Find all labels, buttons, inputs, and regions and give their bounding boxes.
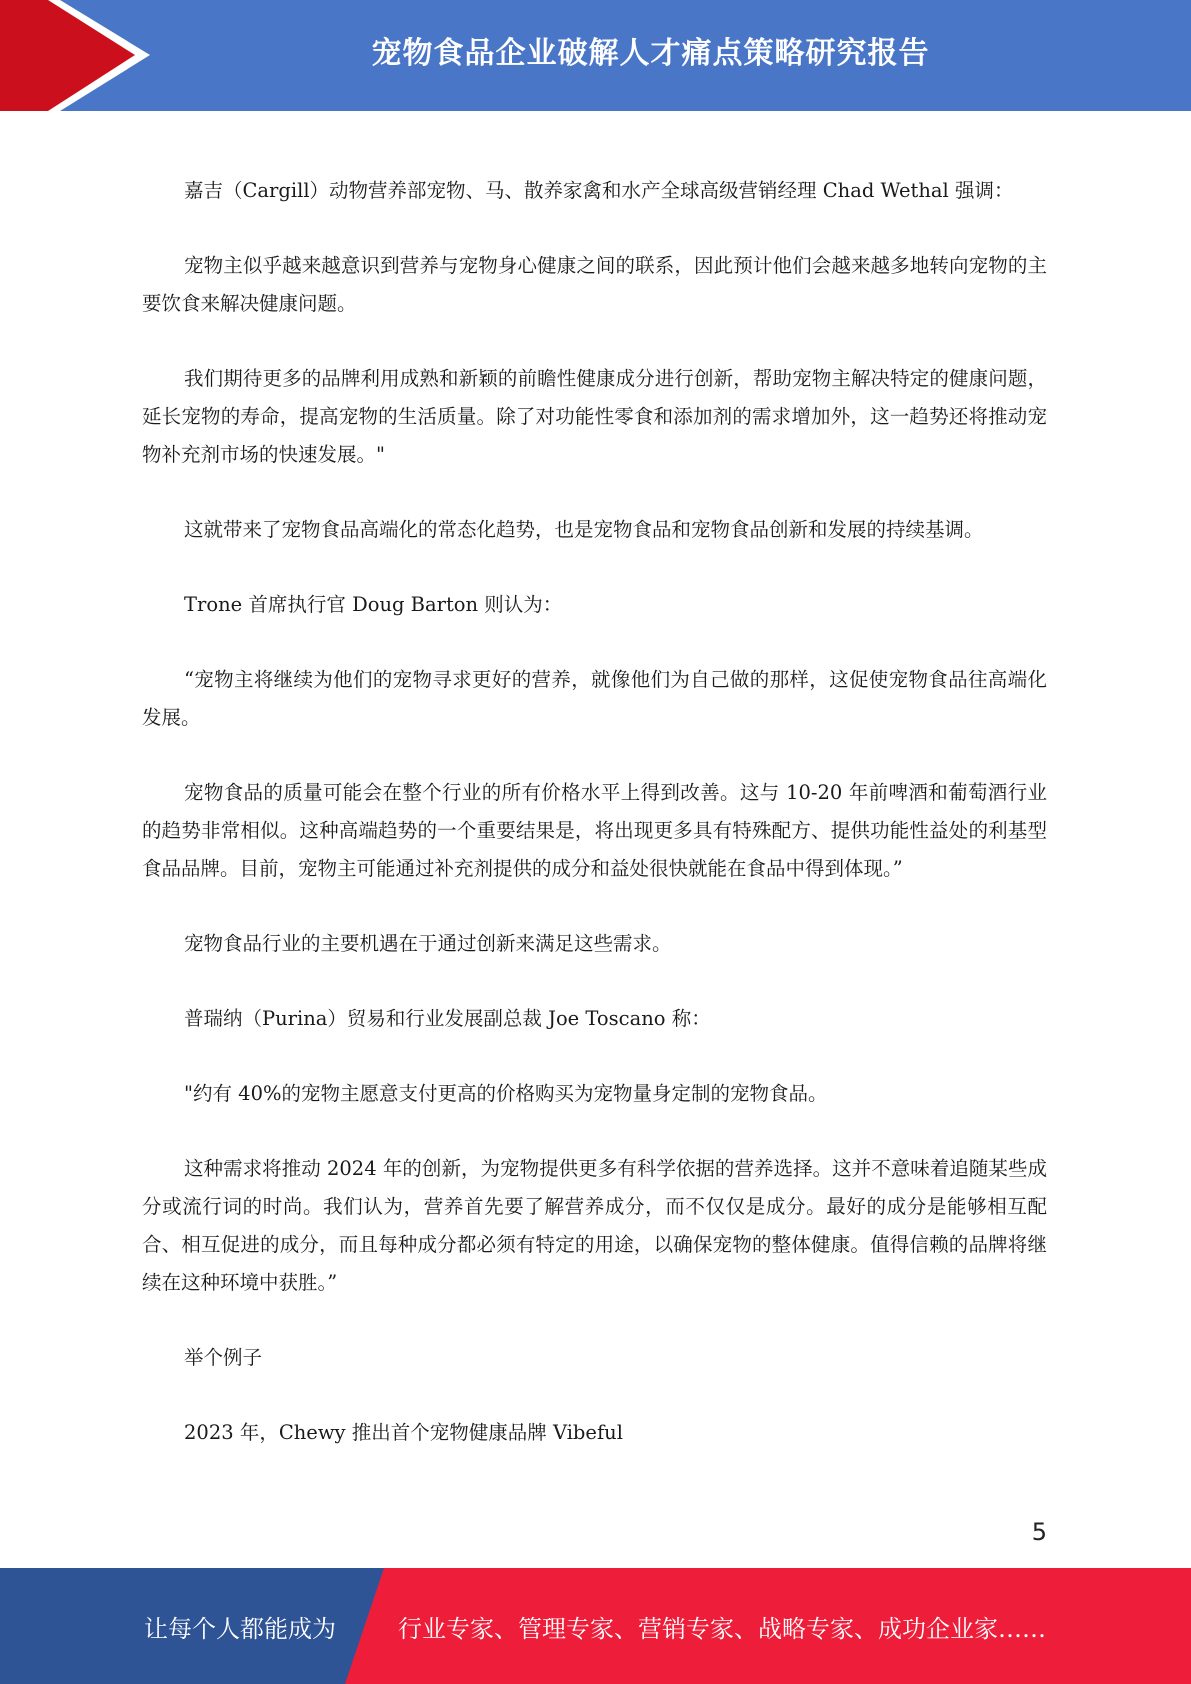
- paragraph: 这就带来了宠物食品高端化的常态化趋势，也是宠物食品和宠物食品创新和发展的持续基调。: [184, 518, 984, 541]
- page-footer: [0, 1568, 1191, 1684]
- paragraph: 我们期待更多的品牌利用成熟和新颖的前瞻性健康成分进行创新，帮助宠物主解决特定的健康问题，延长宠物的寿命，提高宠物的生活质量。除了对功能性零食和添加剂的需求增加外，这一趋势还将推动宠物补充剂市场的快速发展。": [142, 367, 1047, 466]
- paragraph: 宠物主似乎越来越意识到营养与宠物身心健康之间的联系，因此预计他们会越来越多地转向宠物的主要饮食来解决健康问题。: [142, 254, 1047, 315]
- paragraph: 2023 年，Chewy 推出首个宠物健康品牌 Vibeful: [184, 1421, 623, 1444]
- paragraph: 宠物食品行业的主要机遇在于通过创新来满足这些需求。: [184, 932, 672, 955]
- paragraph: Trone 首席执行官 Doug Barton 则认为：: [184, 593, 563, 616]
- header-title: 宠物食品企业破解人才痛点策略研究报告: [371, 36, 930, 71]
- footer-slogan-right: 行业专家、管理专家、营销专家、战略专家、成功企业家……: [398, 1614, 1046, 1643]
- document-body: [142, 172, 1047, 1489]
- paragraph: 普瑞纳（Purina）贸易和行业发展副总裁 Joe Toscano 称：: [184, 1007, 711, 1030]
- paragraph: 宠物食品的质量可能会在整个行业的所有价格水平上得到改善。这与 10-20 年前啤酒和葡萄酒行业的趋势非常相似。这种高端趋势的一个重要结果是，将出现更多具有特殊配方、提供功能性益处的利基型食品品牌。目前，宠物主可能通过补充剂提供的成分和益处很快就能在食品中得到体现。”: [142, 781, 1047, 880]
- paragraph: “宠物主将继续为他们的宠物寻求更好的营养，就像他们为自己做的那样，这促使宠物食品往高端化发展。: [142, 668, 1047, 729]
- paragraph: 这种需求将推动 2024 年的创新，为宠物提供更多有科学依据的营养选择。这并不意味着追随某些成分或流行词的时尚。我们认为，营养首先要了解营养成分，而不仅仅是成分。最好的成分是能够相互配合、相互促进的成分，而且每种成分都必须有特定的用途，以确保宠物的整体健康。值得信赖的品牌将继续在这种环境中获胜。”: [142, 1157, 1047, 1294]
- red-chevron-decoration: [0, 0, 160, 111]
- footer-slogan-left: 让每个人都能成为: [144, 1614, 336, 1643]
- page-number: 5: [1031, 1518, 1047, 1546]
- paragraph: 举个例子: [184, 1346, 263, 1369]
- page-header: [0, 0, 1191, 111]
- paragraph: 嘉吉（Cargill）动物营养部宠物、马、散养家禽和水产全球高级营销经理 Chad Wethal 强调：: [184, 179, 1014, 202]
- paragraph: "约有 40%的宠物主愿意支付更高的价格购买为宠物量身定制的宠物食品。: [184, 1082, 828, 1105]
